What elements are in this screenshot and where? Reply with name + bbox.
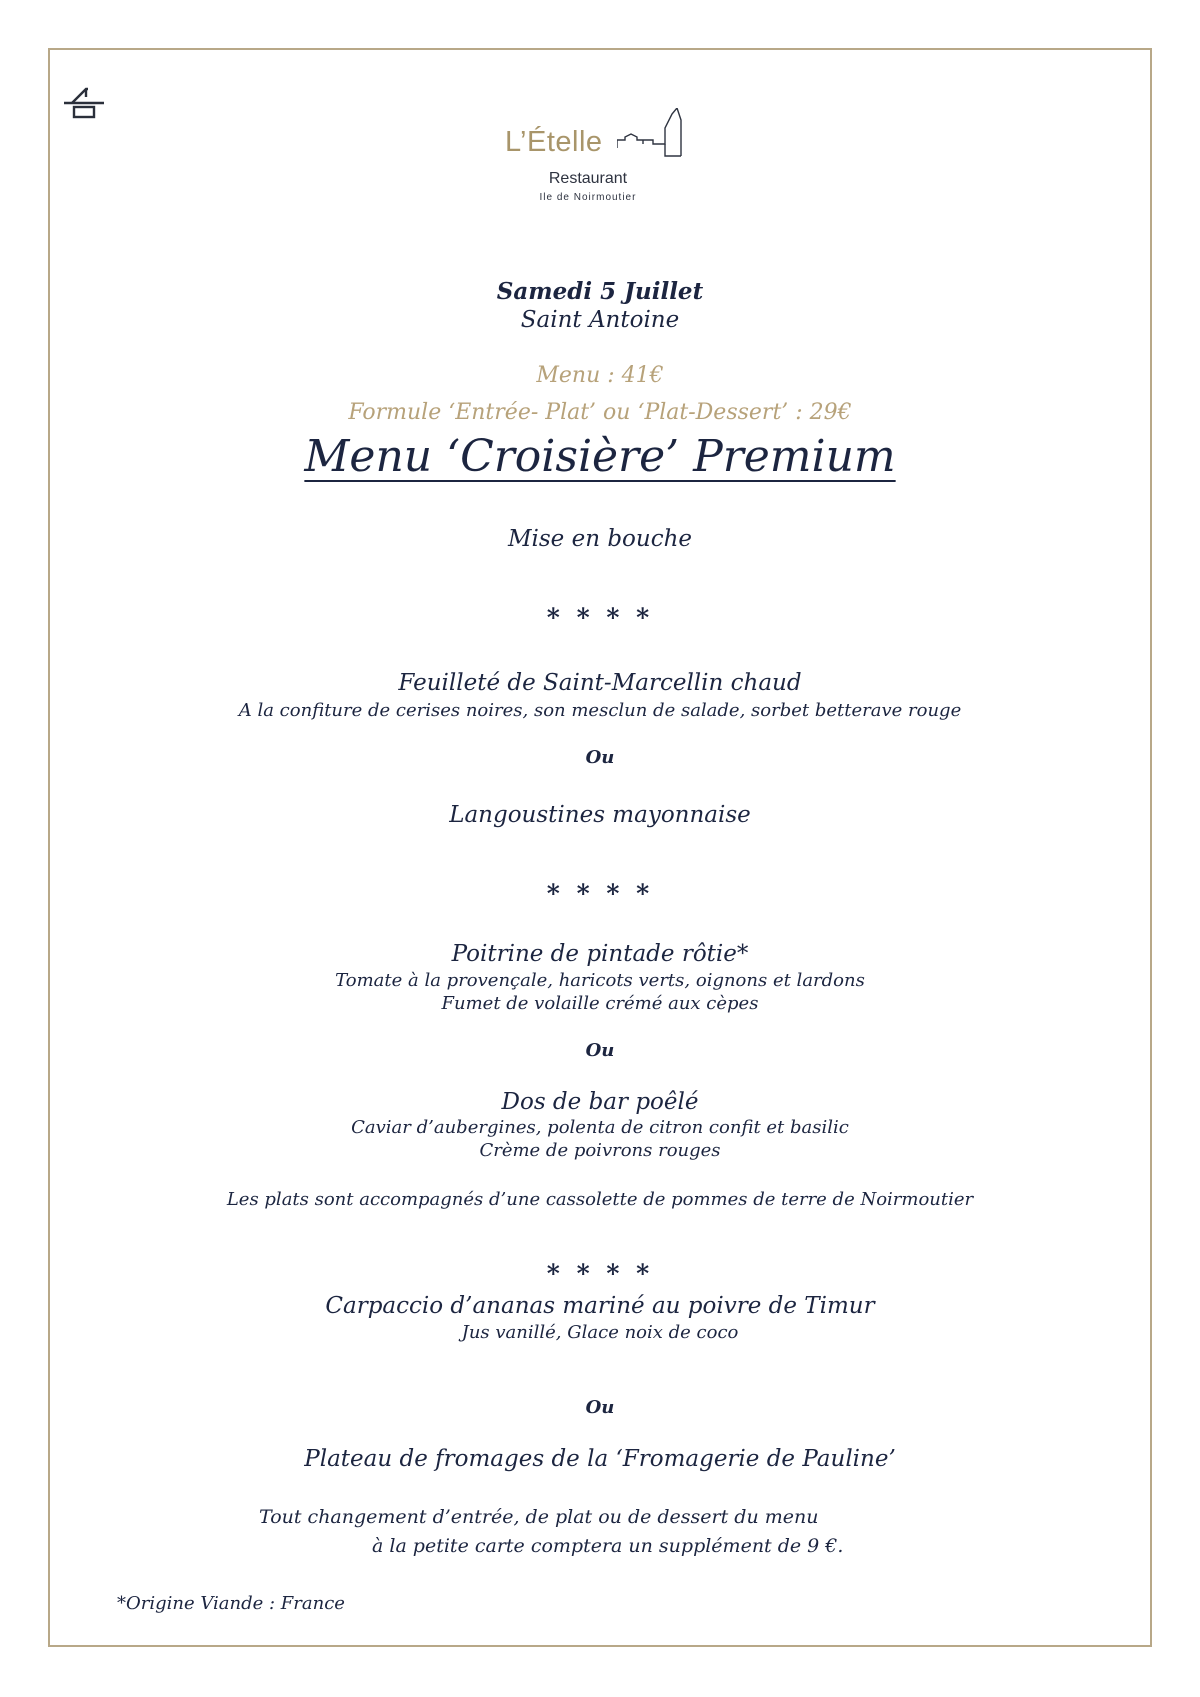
separator: * * * * [546,1259,654,1288]
logo-location: Ile de Noirmoutier [539,192,637,203]
menu-title: Menu ‘Croisière’ Premium [304,431,896,482]
menu-price: Menu : 41€ [536,363,664,388]
or-label: Ou [585,1040,615,1061]
main-2-desc-2: Crème de poivrons rouges [479,1140,721,1161]
menu-date: Samedi 5 Juillet [496,278,704,305]
logo-name: L’Ételle [505,126,603,158]
dessert-1-name: Carpaccio d’ananas mariné au poivre de Timur [325,1293,875,1319]
church-icon [617,108,693,166]
starter-1-name: Feuilleté de Saint-Marcellin chaud [398,670,802,696]
amuse-bouche: Mise en bouche [507,526,693,552]
main-2-desc-1: Caviar d’aubergines, polenta de citron confit et basilic [351,1117,849,1138]
or-label: Ou [585,747,615,768]
change-note-line-2: à la petite carte comptera un supplément de 9 €. [372,1535,844,1557]
main-2-name: Dos de bar poêlé [501,1089,699,1115]
starter-2-name: Langoustines mayonnaise [449,802,751,828]
house-icon [62,83,106,119]
logo-subtitle: Restaurant [548,170,628,187]
saint-of-day: Saint Antoine [520,307,680,333]
separator: * * * * [546,603,654,632]
starter-1-desc: A la confiture de cerises noires, son mesclun de salade, sorbet betterave rouge [238,700,962,721]
dessert-2-name: Plateau de fromages de la ‘Fromagerie de Pauline’ [304,1446,896,1472]
or-label: Ou [585,1397,615,1418]
change-note-line-1: Tout changement d’entrée, de plat ou de dessert du menu [259,1506,819,1528]
mains-note: Les plats sont accompagnés d’une cassolette de pommes de terre de Noirmoutier [226,1189,974,1210]
separator: * * * * [546,879,654,908]
dessert-1-desc: Jus vanillé, Glace noix de coco [461,1322,739,1343]
main-1-desc-1: Tomate à la provençale, haricots verts, oignons et lardons [335,970,865,991]
restaurant-logo [505,108,705,208]
main-1-desc-2: Fumet de volaille crémé aux cèpes [441,993,759,1014]
meat-origin-footnote: *Origine Viande : France [117,1593,345,1614]
main-1-name: Poitrine de pintade rôtie* [451,941,749,967]
formula-price: Formule ‘Entrée- Plat’ ou ‘Plat-Dessert’ : 29€ [348,400,852,425]
